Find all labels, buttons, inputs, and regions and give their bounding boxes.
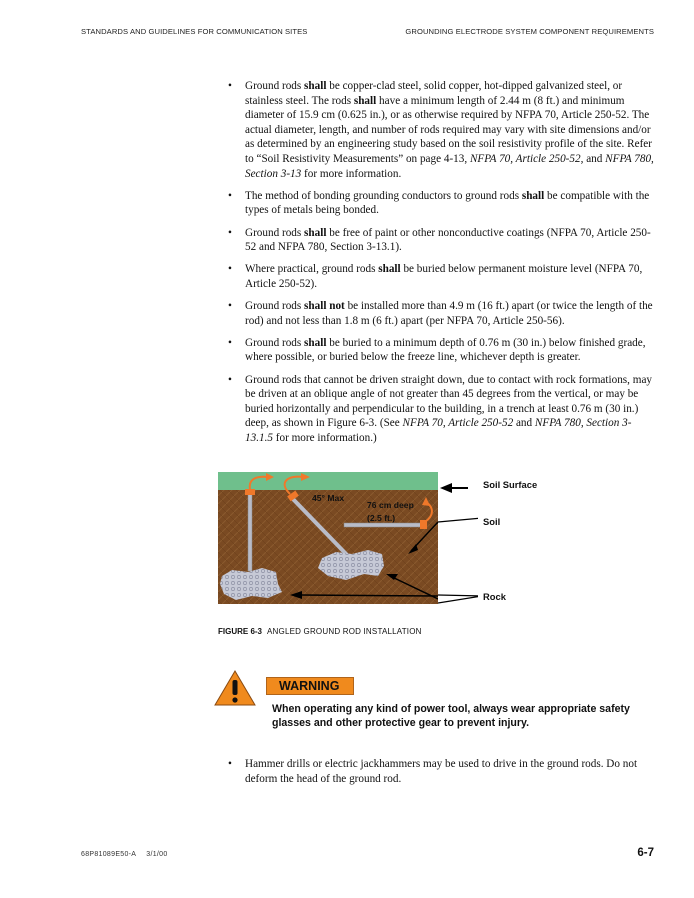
warning-badge: WARNING (266, 677, 354, 695)
bullet-icon: • (228, 336, 232, 349)
rock-label: Rock (483, 591, 506, 602)
bullet-icon: • (228, 373, 232, 386)
clamp (245, 489, 255, 495)
list-item: • Where practical, ground rods shall be buried below permanent moisture level (NFPA 70, Article 250-52). (228, 263, 643, 290)
ground-rod-diagram (218, 472, 438, 604)
depth-sub-label: (2.5 ft.) (367, 513, 396, 523)
footer-doc-info (81, 851, 168, 858)
horizontal-rod (344, 523, 424, 527)
figure-caption (218, 627, 422, 636)
list-item: • Ground rods shall be buried to a minimum depth of 0.76 m (30 in.) below finished grade, where possible, or buried below the freeze line, whichever depth is greater. (228, 336, 646, 364)
requirements-list (226, 79, 658, 453)
list-item: • Ground rods shall be free of paint or other nonconductive coatings (NFPA 70, Article 250-52 and NFPA 780, Section 3-13.1). (228, 226, 651, 254)
warning-text: When operating any kind of power tool, always wear appropriate safety glasses and other protective gear to prevent injury. (272, 703, 630, 729)
soil-label: Soil (483, 516, 501, 527)
vertical-rod (248, 493, 252, 571)
bullet-icon: • (228, 189, 232, 202)
callout-arrows (438, 480, 478, 610)
bullet-icon: • (228, 758, 232, 770)
bullet-icon: • (228, 80, 232, 92)
list-item: • Ground rods shall not be installed more than 4.9 m (16 ft.) apart (or twice the length of the rod) and not less than 1.8 m (6 ft.) apart (per NFPA 70, Article 250-56). (228, 300, 653, 327)
depth-label: 76 cm deep (367, 500, 414, 510)
list-item: • The method of bonding grounding conductors to ground rods shall be compatible with the types of metals being bonded. (228, 189, 650, 217)
doc-date: 3/1/00 (146, 851, 168, 858)
page-number: 6-7 (637, 847, 654, 859)
warning-triangle-icon (213, 669, 257, 707)
list-item: • Ground rods that cannot be driven straight down, due to contact with rock formations, may be driven at an oblique angle of not greater than 45 degrees from the vertical, or may be buried horizontally and perpendicular to the building, in a trench at least 0.76 m (30 in.) deep, as shown in Figure 6-3. (See NFPA 70, Article 250-52 and NFPA 780, Section 3-13.1.5 for more information.) (228, 373, 653, 445)
additional-list (226, 757, 658, 794)
bullet-icon: • (228, 263, 232, 276)
figure-title: ANGLED GROUND ROD INSTALLATION (267, 627, 422, 636)
figure-number: FIGURE 6-3 (218, 627, 263, 636)
bullet-icon: • (228, 226, 232, 239)
rock-formation (220, 568, 282, 600)
list-item: • Hammer drills or electric jackhammers may be used to drive in the ground rods. Do not deform the head of the ground rod. (228, 758, 638, 785)
running-header-right: GROUNDING ELECTRODE SYSTEM COMPONENT REQUIREMENTS (405, 27, 654, 36)
soil-surface-label: Soil Surface (483, 479, 538, 490)
running-header-left: STANDARDS AND GUIDELINES FOR COMMUNICATION SITES (81, 27, 308, 36)
doc-number: 68P81089E50-A (81, 851, 137, 858)
list-item: • Ground rods shall be copper-clad steel, solid copper, hot-dipped galvanized steel, or stainless steel. The rods shall have a minimum length of 2.44 m (8 ft.) and minimum diameter of 15.9 cm (0.625 in.), or as otherwise required by NFPA 70, Article 250-52. The actual diameter, length, and number of rods required may vary with site dimensions and/or as determined by an engineering study based on the soil resistivity profile of the site. Refer to “Soil Resistivity Measurements” on page 4-13, NFPA 70, Article 250-52, and NFPA 780, Section 3-13 for more information. (228, 80, 654, 180)
figure-angled-ground-rod (218, 472, 438, 604)
angle-label: 45° Max (312, 493, 345, 503)
bullet-icon: • (228, 300, 232, 313)
